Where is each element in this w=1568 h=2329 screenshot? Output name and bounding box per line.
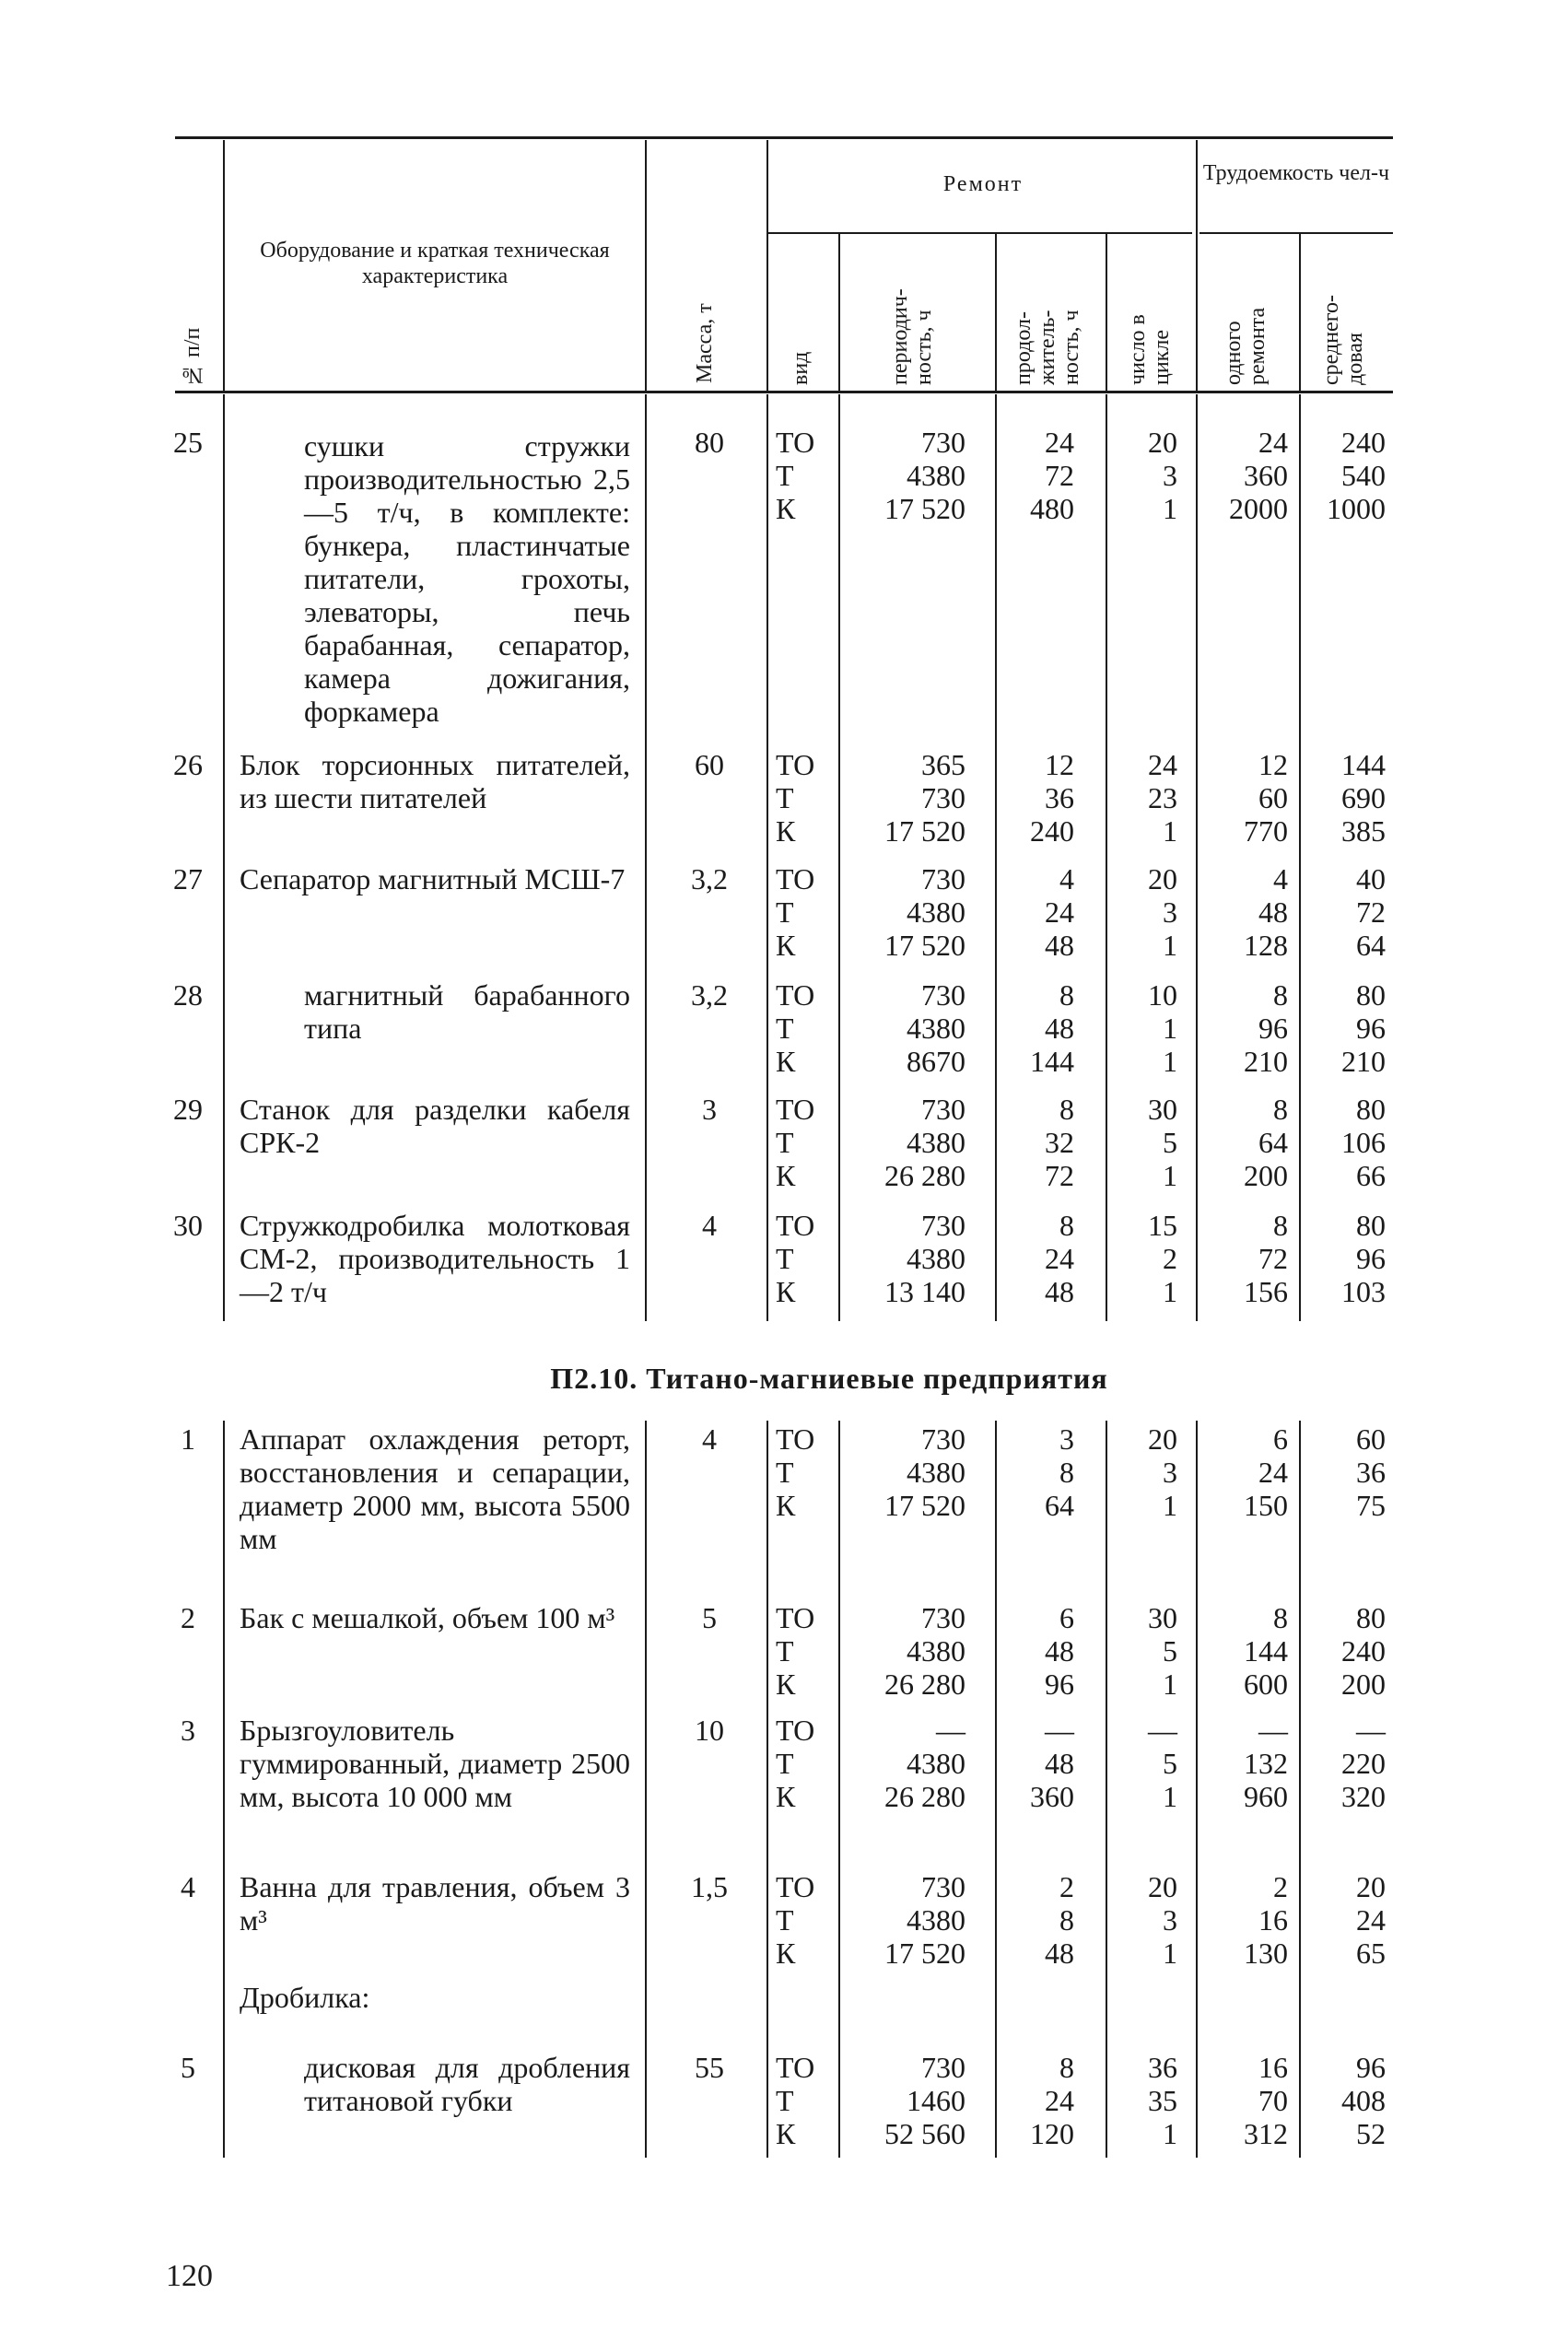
row-one-repair: 8 72 156 [1244, 1209, 1288, 1308]
header-divider [645, 140, 647, 391]
table2-divider [1106, 1421, 1107, 2158]
row-mass: 3,2 [691, 978, 728, 1012]
row-one-repair: 16 70 312 [1244, 2051, 1288, 2150]
section-title: П2.10. Титано-магниевые предприятия [550, 1362, 1108, 1395]
row-kinds: ТО Т К [776, 1422, 815, 1522]
row-description: Бак с мешалкой, объем 100 м³ [240, 1601, 615, 1634]
table1-divider [645, 394, 647, 1321]
table2-divider [1299, 1421, 1301, 2158]
row-kinds: ТО Т К [776, 426, 815, 525]
row-description: Аппарат охлаждения реторт, восстановления и сепарации, диаметр 2000 мм, высота 5500 мм [240, 1422, 630, 1555]
header-labor: Трудоемкость чел-ч [1202, 161, 1390, 185]
row-annual: 20 24 65 [1356, 1870, 1386, 1970]
header-divider [1106, 234, 1107, 391]
row-one-repair: 6 24 150 [1244, 1422, 1288, 1522]
header-num: № п/п [181, 327, 205, 387]
header-duration: продол- житель- ность, ч [1012, 310, 1083, 385]
table2-divider [223, 1421, 225, 2158]
row-annual: 80 96 103 [1341, 1209, 1386, 1308]
row-kinds: ТО Т К [776, 1714, 815, 1813]
row-mass: 1,5 [691, 1870, 728, 1903]
header-divider [1299, 234, 1301, 391]
row-periodicity: 730 4380 17 520 [884, 1870, 965, 1970]
row-kinds: ТО Т К [776, 1601, 815, 1701]
table2-divider [766, 1421, 768, 2158]
table1-divider [766, 394, 768, 1321]
row-number: 28 [173, 978, 203, 1012]
row-kinds: ТО Т К [776, 1093, 815, 1192]
row-cycle-count: 15 2 1 [1148, 1209, 1177, 1308]
row-kinds: ТО Т К [776, 978, 815, 1078]
row-one-repair: 8 64 200 [1244, 1093, 1288, 1192]
row-duration: 8 48 144 [1030, 978, 1074, 1078]
row-number: 29 [173, 1093, 203, 1126]
row-duration: 24 72 480 [1030, 426, 1074, 525]
row-cycle-count: 20 3 1 [1148, 1870, 1177, 1970]
row-number: 26 [173, 748, 203, 781]
row-one-repair: — 132 960 [1244, 1714, 1288, 1813]
row-annual: 240 540 1000 [1327, 426, 1386, 525]
row-number: 2 [181, 1601, 195, 1634]
row-number: 4 [181, 1870, 195, 1903]
header-cycle-count: число в цикле [1126, 314, 1174, 385]
table2-divider [645, 1421, 647, 2158]
row-description: Брызгоуловитель гуммированный, диаметр 2500 мм, высота 10 000 мм [240, 1714, 630, 1813]
row-number: 3 [181, 1714, 195, 1747]
row-mass: 3,2 [691, 862, 728, 895]
table1-divider [1299, 394, 1301, 1321]
row-duration: 2 8 48 [1045, 1870, 1074, 1970]
row-duration: 8 32 72 [1045, 1093, 1074, 1192]
row-annual: 144 690 385 [1341, 748, 1386, 848]
header-one-repair: одного ремонта [1222, 307, 1270, 385]
header-repair: Ремонт [942, 172, 1024, 196]
row-mass: 3 [702, 1093, 717, 1126]
row-description: дисковая для дробления титановой губки [304, 2051, 630, 2117]
row-kinds: ТО Т К [776, 1870, 815, 1970]
row-one-repair: 8 144 600 [1244, 1601, 1288, 1701]
repair-sub-rule [766, 232, 1192, 234]
row-periodicity: 730 4380 26 280 [884, 1601, 965, 1701]
row-description: Сепаратор магнитный МСШ-7 [240, 862, 626, 895]
row-mass: 4 [702, 1422, 717, 1456]
table2-divider [995, 1421, 997, 2158]
row-duration: 3 8 64 [1045, 1422, 1074, 1522]
row-kinds: ТО Т К [776, 2051, 815, 2150]
row-annual: 80 96 210 [1341, 978, 1386, 1078]
row-cycle-count: 20 3 1 [1148, 1422, 1177, 1522]
row-periodicity: 730 1460 52 560 [884, 2051, 965, 2150]
row-kinds: ТО Т К [776, 748, 815, 848]
table2-divider [1196, 1421, 1198, 2158]
row-annual: 60 36 75 [1356, 1422, 1386, 1522]
row-duration: — 48 360 [1030, 1714, 1074, 1813]
table1-divider [1196, 394, 1198, 1321]
header-divider [995, 234, 997, 391]
table1-divider [838, 394, 840, 1321]
row-number: 5 [181, 2051, 195, 2084]
row-annual: 40 72 64 [1356, 862, 1386, 962]
header-periodicity: периодич- ность, ч [888, 288, 936, 385]
row-mass: 80 [695, 426, 724, 459]
header-top-rule [175, 136, 1393, 139]
row-duration: 8 24 48 [1045, 1209, 1074, 1308]
header-divider [1196, 140, 1198, 391]
row-one-repair: 8 96 210 [1244, 978, 1288, 1078]
row-description: Блок торсионных питателей, из шести питателей [240, 748, 630, 814]
header-annual: среднего- довая [1319, 295, 1367, 385]
row-mass: 5 [702, 1601, 717, 1634]
row-duration: 12 36 240 [1030, 748, 1074, 848]
row-cycle-count: 20 3 1 [1148, 426, 1177, 525]
row-cycle-count: 36 35 1 [1148, 2051, 1177, 2150]
row-one-repair: 24 360 2000 [1229, 426, 1288, 525]
row-description: сушки стружки производительностью 2,5—5 т/ч, в комплекте: бункера, пластинчатые питатели, грохоты, элеваторы, печь барабанная, сепаратор, камера дожигания, форкамера [304, 429, 630, 728]
row-periodicity: 730 4380 8670 [907, 978, 965, 1078]
row-number: 30 [173, 1209, 203, 1242]
row-subheading: Дробилка: [240, 1981, 370, 2014]
row-periodicity: 365 730 17 520 [884, 748, 965, 848]
row-periodicity: 730 4380 26 280 [884, 1093, 965, 1192]
row-periodicity: 730 4380 17 520 [884, 862, 965, 962]
row-description: Ванна для травления, объем 3 м³ [240, 1870, 630, 1937]
table1-divider [995, 394, 997, 1321]
row-one-repair: 12 60 770 [1244, 748, 1288, 848]
row-cycle-count: 10 1 1 [1148, 978, 1177, 1078]
row-cycle-count: 30 5 1 [1148, 1601, 1177, 1701]
row-mass: 55 [695, 2051, 724, 2084]
row-number: 1 [181, 1422, 195, 1456]
row-number: 27 [173, 862, 203, 895]
header-equipment: Оборудование и краткая техническая характеристика [260, 239, 610, 288]
row-one-repair: 2 16 130 [1244, 1870, 1288, 1970]
row-duration: 8 24 120 [1030, 2051, 1074, 2150]
table1-divider [1106, 394, 1107, 1321]
row-duration: 4 24 48 [1045, 862, 1074, 962]
header-divider [766, 140, 768, 391]
row-cycle-count: — 5 1 [1148, 1714, 1177, 1813]
row-periodicity: 730 4380 17 520 [884, 426, 965, 525]
row-periodicity: — 4380 26 280 [884, 1714, 965, 1813]
header-mass: Масса, т [693, 303, 717, 383]
row-duration: 6 48 96 [1045, 1601, 1074, 1701]
row-cycle-count: 30 5 1 [1148, 1093, 1177, 1192]
row-annual: 80 240 200 [1341, 1601, 1386, 1701]
row-description: Станок для разделки кабеля СРК-2 [240, 1093, 630, 1159]
row-kinds: ТО Т К [776, 1209, 815, 1308]
row-annual: 80 106 66 [1341, 1093, 1386, 1192]
row-cycle-count: 20 3 1 [1148, 862, 1177, 962]
page-number: 120 [166, 2259, 213, 2293]
row-description: магнитный барабанного типа [304, 978, 630, 1045]
row-annual: 96 408 52 [1341, 2051, 1386, 2150]
row-annual: — 220 320 [1341, 1714, 1386, 1813]
row-periodicity: 730 4380 17 520 [884, 1422, 965, 1522]
row-mass: 4 [702, 1209, 717, 1242]
labor-sub-rule [1199, 232, 1393, 234]
table2-divider [838, 1421, 840, 2158]
header-bottom-rule [175, 391, 1393, 393]
row-number: 25 [173, 426, 203, 459]
header-divider [223, 140, 225, 391]
header-kind: вид [789, 351, 813, 385]
row-kinds: ТО Т К [776, 862, 815, 962]
header-divider [838, 234, 840, 391]
row-mass: 60 [695, 748, 724, 781]
table1-divider [223, 394, 225, 1321]
row-description: Стружкодробилка молотковая СМ-2, производительность 1—2 т/ч [240, 1209, 630, 1308]
row-cycle-count: 24 23 1 [1148, 748, 1177, 848]
row-periodicity: 730 4380 13 140 [884, 1209, 965, 1308]
row-mass: 10 [695, 1714, 724, 1747]
row-one-repair: 4 48 128 [1244, 862, 1288, 962]
